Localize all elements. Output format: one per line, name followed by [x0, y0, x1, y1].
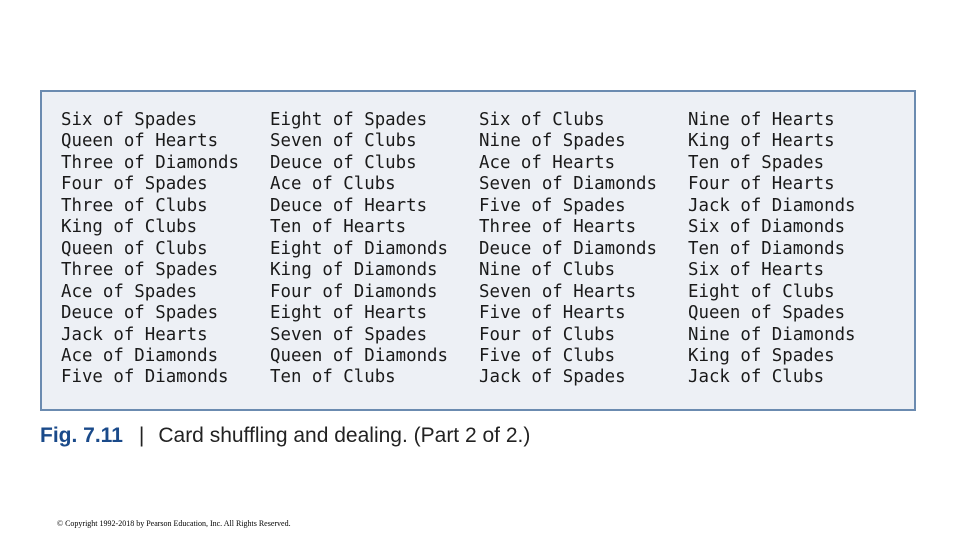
- output-line: Jack of Clubs: [688, 367, 825, 388]
- output-column-1: [61, 110, 239, 389]
- output-line: Five of Clubs: [479, 345, 616, 366]
- output-line: Ace of Diamonds: [61, 345, 219, 366]
- output-line: Four of Diamonds: [270, 281, 438, 302]
- output-line: Four of Clubs: [479, 324, 616, 345]
- output-line: Seven of Diamonds: [479, 174, 657, 195]
- output-line: Eight of Clubs: [688, 281, 835, 302]
- output-line: Nine of Hearts: [688, 110, 835, 130]
- output-line: Six of Hearts: [688, 260, 825, 281]
- output-line: Nine of Spades: [479, 131, 626, 152]
- output-line: King of Hearts: [688, 131, 835, 152]
- output-line: Three of Spades: [61, 260, 219, 281]
- output-line: Six of Spades: [61, 110, 198, 130]
- output-line: Eight of Hearts: [270, 303, 428, 324]
- output-line: Six of Diamonds: [688, 217, 846, 238]
- output-line: Ace of Clubs: [270, 174, 396, 195]
- output-line: Seven of Hearts: [479, 281, 637, 302]
- output-line: Nine of Diamonds: [688, 324, 856, 345]
- output-line: Eight of Diamonds: [270, 238, 448, 259]
- output-line: Ten of Spades: [688, 152, 825, 173]
- output-line: Queen of Diamonds: [270, 345, 448, 366]
- output-line: Jack of Diamonds: [688, 195, 856, 216]
- output-line: Ten of Diamonds: [688, 238, 846, 259]
- output-line: Queen of Spades: [688, 303, 846, 324]
- output-line: Four of Hearts: [688, 174, 835, 195]
- output-line: Five of Spades: [479, 195, 626, 216]
- output-line: King of Diamonds: [270, 260, 438, 281]
- output-line: Three of Hearts: [479, 217, 637, 238]
- caption-text: Card shuffling and dealing. (Part 2 of 2.): [158, 424, 531, 447]
- output-line: King of Clubs: [61, 217, 198, 238]
- output-line: Ten of Clubs: [270, 367, 396, 388]
- output-line: Three of Diamonds: [61, 152, 239, 173]
- output-line: Deuce of Clubs: [270, 152, 417, 173]
- output-line: King of Spades: [688, 345, 835, 366]
- output-line: Queen of Hearts: [61, 131, 219, 152]
- output-line: Deuce of Hearts: [270, 195, 428, 216]
- output-line: Nine of Clubs: [479, 260, 616, 281]
- caption-separator: |: [138, 424, 145, 447]
- output-column-4: [688, 110, 856, 389]
- output-line: Jack of Spades: [479, 367, 626, 388]
- output-line: Deuce of Diamonds: [479, 238, 657, 259]
- output-line: Deuce of Spades: [61, 303, 219, 324]
- output-line: Four of Spades: [61, 174, 208, 195]
- output-line: Queen of Clubs: [61, 238, 208, 259]
- output-line: Ace of Hearts: [479, 152, 616, 173]
- output-line: Three of Clubs: [61, 195, 208, 216]
- figure-caption: [40, 424, 530, 448]
- output-line: Ace of Spades: [61, 281, 198, 302]
- output-column-2: [270, 110, 448, 389]
- output-line: Eight of Spades: [270, 110, 428, 130]
- output-line: Jack of Hearts: [61, 324, 208, 345]
- figure-label: Fig. 7.11: [40, 424, 123, 447]
- output-line: Seven of Spades: [270, 324, 428, 345]
- output-line: Five of Hearts: [479, 303, 626, 324]
- program-output-box: [40, 90, 916, 411]
- copyright-notice: © Copyright 1992-2018 by Pearson Education, Inc. All Rights Reserved.: [57, 519, 291, 528]
- output-line: Six of Clubs: [479, 110, 605, 130]
- output-line: Five of Diamonds: [61, 367, 229, 388]
- output-column-3: [479, 110, 657, 389]
- output-line: Seven of Clubs: [270, 131, 417, 152]
- output-line: Ten of Hearts: [270, 217, 407, 238]
